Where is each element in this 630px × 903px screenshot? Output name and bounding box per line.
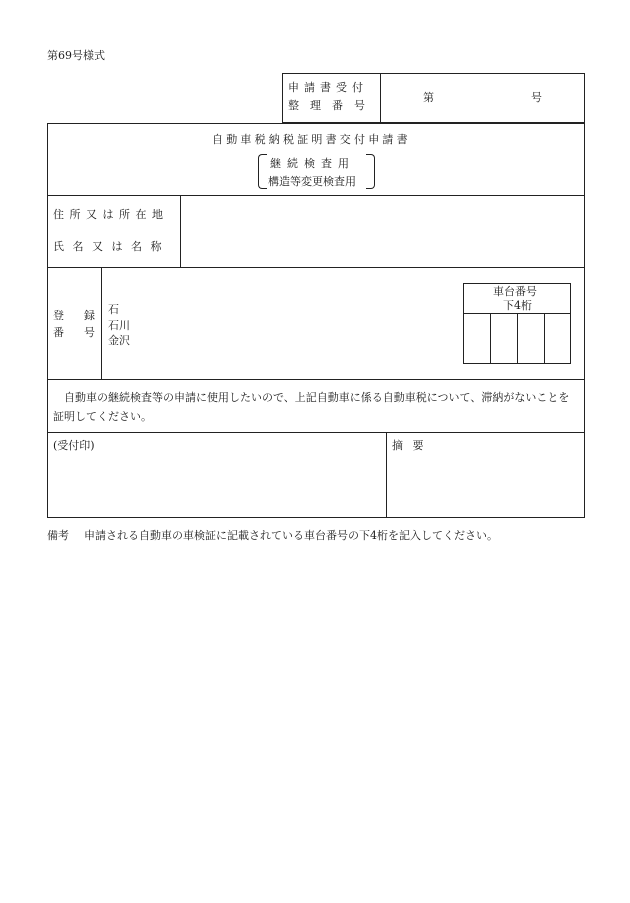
- chassis-digit-3[interactable]: [519, 315, 543, 362]
- stamp-label: (受付印): [53, 439, 95, 452]
- registration-label-4: 号: [84, 326, 95, 339]
- name-label: 氏名又は名称: [53, 240, 170, 253]
- chassis-label-1: 車台番号: [493, 285, 537, 298]
- note-text: 申請される自動車の車検証に記載されている車台番号の下4桁を記入してください。: [84, 529, 498, 542]
- purpose-structure-change-inspection: 構造等変更検査用: [268, 175, 356, 188]
- bracket-right: [366, 154, 375, 189]
- registration-label-3: 番: [53, 326, 64, 339]
- reception-label-line1: 申請書受付: [288, 81, 368, 94]
- form-number: 第69号様式: [47, 49, 105, 62]
- registration-option-kanazawa[interactable]: 金沢: [108, 334, 130, 347]
- chassis-digit-2[interactable]: [492, 315, 516, 362]
- bracket-left: [258, 154, 267, 189]
- registration-label-2: 録: [84, 309, 95, 322]
- reception-number-field[interactable]: [438, 86, 526, 108]
- reception-label-line2: 整理番号: [288, 99, 376, 112]
- registration-number-field[interactable]: [150, 290, 450, 360]
- form-title: 自動車税納税証明書交付申請書: [212, 133, 411, 146]
- certification-statement: 自動車の継続検査等の申請に使用したいので、上記自動車に係る自動車税について、滞納がないことを証明してください。: [53, 391, 570, 423]
- name-field[interactable]: [184, 232, 580, 262]
- registration-label-1: 登: [53, 309, 64, 322]
- address-label: 住所又は所在地: [53, 208, 169, 221]
- summary-label: 摘 要: [392, 439, 427, 452]
- reception-number-suffix: 号: [531, 91, 542, 104]
- chassis-label-2: 下4桁: [503, 299, 532, 312]
- summary-field[interactable]: [390, 456, 580, 514]
- registration-option-ishikawa[interactable]: 石川: [108, 319, 130, 332]
- chassis-digit-1[interactable]: [465, 315, 489, 362]
- stamp-area: [50, 456, 383, 514]
- purpose-continuous-inspection: 継続検査用: [270, 157, 355, 170]
- registration-option-ishi[interactable]: 石: [108, 303, 119, 316]
- chassis-digit-4[interactable]: [546, 315, 570, 362]
- reception-number-prefix: 第: [423, 91, 434, 104]
- address-field[interactable]: [184, 200, 580, 228]
- note-label: 備考: [47, 529, 69, 542]
